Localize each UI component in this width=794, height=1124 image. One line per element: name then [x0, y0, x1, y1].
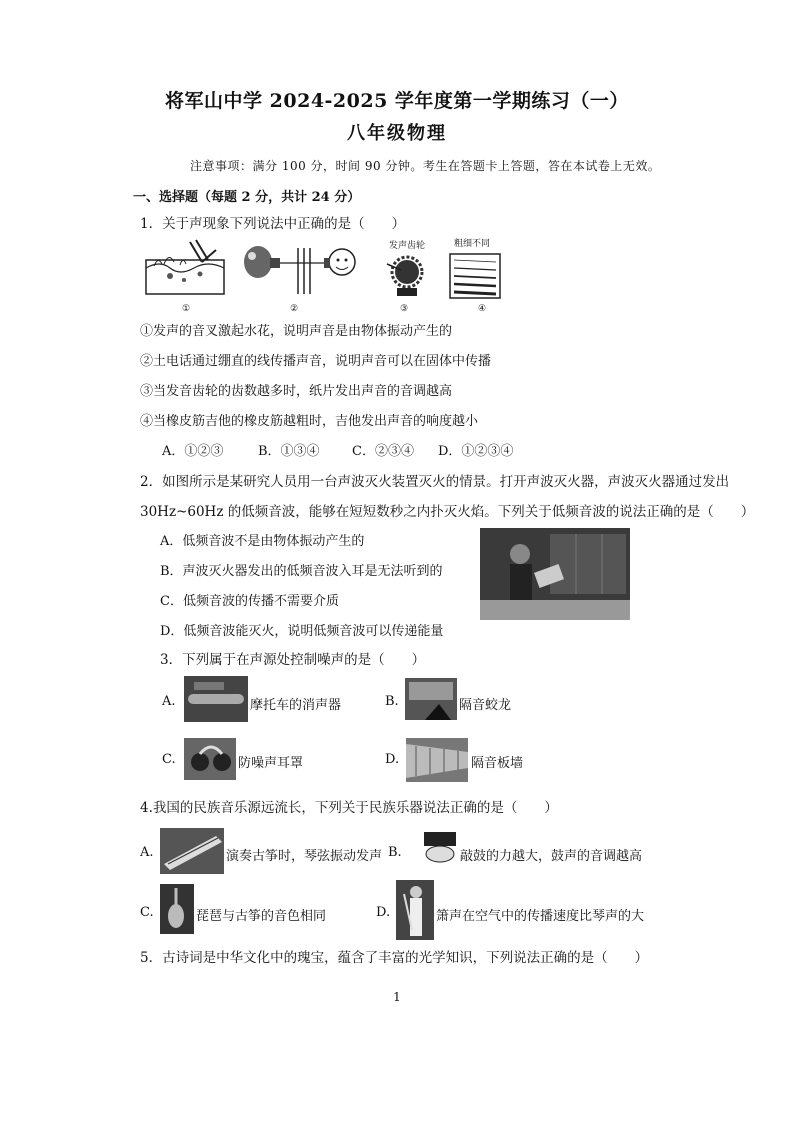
q2-option-d: D．低频音波能灭火，说明低频音波可以传递能量 [160, 624, 444, 639]
q1-stem: 1．关于声现象下列说法中正确的是（ ） [140, 216, 406, 232]
q1-statement-4: ④当橡皮筋吉他的橡皮筋越粗时，吉他发出声音的响度越小 [140, 414, 479, 429]
fig4-label: 粗细不同 [454, 239, 491, 249]
motorcycle-muffler-photo [184, 676, 248, 722]
q4-option-c-letter: C. [140, 905, 154, 920]
q4-option-a-text: 演奏古筝时，琴弦振动发声 [226, 849, 383, 864]
exam-subtitle: 八年级物理 [347, 123, 447, 144]
fig2-label: ② [290, 304, 299, 314]
q1-statement-2: ②土电话通过绷直的线传播声音，说明声音可以在固体中传播 [140, 354, 492, 369]
q3-option-a-text: 摩托车的消声器 [250, 698, 342, 713]
q4-option-b-letter: B. [388, 845, 402, 860]
q3-option-c-letter: C. [162, 752, 176, 767]
q2-option-a: A．低频音波不是由物体振动产生的 [160, 534, 365, 549]
fig3-label: 发声齿轮 [389, 241, 426, 251]
section-title: 一、选择题（每题 2 分，共计 24 分） [133, 190, 361, 205]
q2-option-b: B．声波灭火器发出的低频音波入耳是无法听到的 [160, 564, 443, 579]
q1-option-a: A．①②③ [162, 444, 224, 459]
q3-option-b-letter: B. [385, 694, 399, 709]
q4-stem: 4.我国的民族音乐源远流长，下列关于民族乐器说法正确的是（ ） [140, 800, 558, 816]
q2-stem-line2: 30Hz~60Hz 的低频音波，能够在短短数秒之内扑灭火焰。下列关于低频音波的说法正确的是（ ） [140, 504, 755, 520]
q4-option-d-text: 箫声在空气中的传播速度比琴声的大 [436, 909, 645, 924]
earmuff-photo [184, 738, 236, 780]
q4-option-d-letter: D. [376, 905, 391, 920]
q3-option-d-text: 隔音板墙 [471, 756, 524, 771]
q2-option-c: C．低频音波的传播不需要介质 [160, 594, 339, 609]
q4-option-b-text: 敲鼓的力越大，鼓声的音调越高 [460, 849, 643, 864]
q1-statement-3: ③当发音齿轮的齿数越多时，纸片发出声音的音调越高 [140, 384, 453, 399]
drum-photo [422, 830, 458, 866]
q1-option-b: B．①③④ [258, 444, 320, 459]
exam-notice: 注意事项：满分 100 分，时间 90 分钟。考生在答题卡上答题，答在本试卷上无效。 [190, 159, 661, 173]
guzheng-photo [160, 828, 224, 874]
rubber-band-guitar-figure [446, 238, 506, 302]
string-telephone-figure [238, 240, 363, 298]
q4-option-c-text: 琵琶与古筝的音色相同 [196, 909, 327, 924]
q3-option-c-text: 防噪声耳罩 [238, 756, 304, 771]
q1-option-c: C．②③④ [352, 444, 414, 459]
q3-option-d-letter: D. [385, 752, 400, 767]
sound-barrier-wall-photo [406, 738, 468, 782]
q1-statement-1: ①发声的音叉激起水花，说明声音是由物体振动产生的 [140, 324, 453, 339]
q4-option-a-letter: A. [140, 845, 154, 860]
q1-option-d: D．①②③④ [438, 444, 514, 459]
fig1-label: ① [182, 304, 191, 314]
soundproof-dragon-photo [405, 678, 457, 720]
q3-option-b-text: 隔音蛟龙 [459, 698, 512, 713]
q3-stem: 3．下列属于在声源处控制噪声的是（ ） [160, 652, 426, 668]
page-number: 1 [393, 990, 401, 1004]
xiao-flute-photo [396, 880, 434, 940]
exam-title: 将军山中学 2024-2025 学年度第一学期练习（一） [165, 90, 629, 112]
q3-option-a-letter: A. [162, 694, 176, 709]
fig3-number-label: ③ [400, 304, 409, 314]
q2-stem-line1: 2．如图所示是某研究人员用一台声波灭火装置灭火的情景。打开声波灭火器，声波灭火器通过发出 [140, 474, 730, 490]
sound-extinguisher-photo [480, 528, 630, 620]
gear-sound-figure [373, 240, 443, 300]
pipa-photo [160, 884, 194, 934]
q5-stem: 5．古诗词是中华文化中的瑰宝，蕴含了丰富的光学知识，下列说法正确的是（ ） [140, 950, 649, 966]
tuning-fork-water-figure [140, 238, 230, 300]
fig4-number-label: ④ [478, 304, 487, 314]
